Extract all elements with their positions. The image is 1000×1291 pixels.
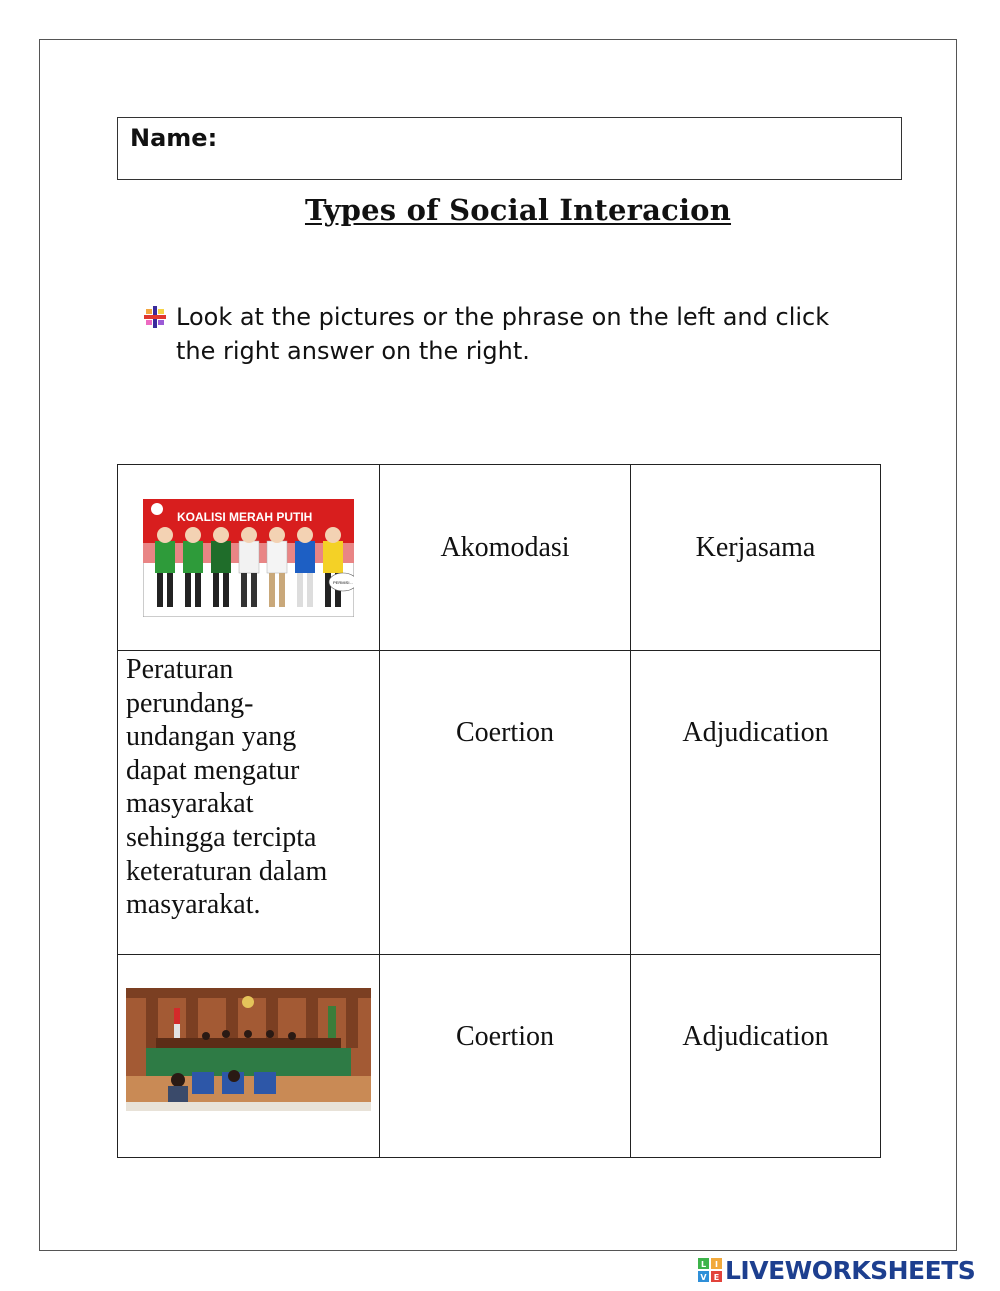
koalisi-caption: KOALISI MERAH PUTIH xyxy=(177,510,313,524)
prompt-cell xyxy=(118,651,380,955)
quiz-table xyxy=(117,464,881,1158)
prompt-line: dapat mengatur xyxy=(126,754,300,786)
prompt-cell xyxy=(118,465,380,651)
name-label: Name: xyxy=(130,124,218,152)
courtroom-image xyxy=(126,988,371,1111)
answer-option[interactable] xyxy=(631,955,881,1158)
svg-text:I: I xyxy=(715,1260,718,1269)
answer-option[interactable] xyxy=(631,465,881,651)
table-row xyxy=(118,465,881,651)
answer-option-label: Coertion xyxy=(456,1021,554,1052)
answer-option[interactable] xyxy=(380,651,631,955)
liveworksheets-brand xyxy=(698,1255,975,1285)
worksheet-title: Types of Social Interacion xyxy=(304,193,732,227)
four-point-star-bullet-icon xyxy=(144,306,166,328)
prompt-text xyxy=(118,651,379,922)
answer-option-label: Akomodasi xyxy=(440,532,570,563)
prompt-line: Peraturan xyxy=(126,654,234,685)
brand-text: LIVEWORKSHEETS xyxy=(725,1255,976,1285)
table-row xyxy=(118,955,881,1158)
answer-option[interactable] xyxy=(380,955,631,1158)
instruction-text: Look at the pictures or the phrase on the left and click the right answer on the right. xyxy=(176,303,830,365)
prompt-line: sehingga tercipta xyxy=(126,821,317,853)
prompt-cell xyxy=(118,955,380,1158)
name-field[interactable] xyxy=(117,117,902,180)
answer-option-label: Coertion xyxy=(456,717,554,748)
answer-option-label: Adjudication xyxy=(682,717,829,748)
prompt-line: masyarakat xyxy=(126,788,254,820)
svg-text:L: L xyxy=(700,1260,707,1269)
koalisi-merah-putih-image xyxy=(143,499,354,617)
liveworksheets-logo-icon xyxy=(698,1258,722,1282)
prompt-line: undangan yang xyxy=(126,721,297,753)
instruction xyxy=(144,300,864,368)
answer-option[interactable] xyxy=(631,651,881,955)
svg-text:V: V xyxy=(700,1273,707,1282)
answer-option-label: Kerjasama xyxy=(695,532,816,563)
prompt-line: perundang- xyxy=(126,687,254,719)
prompt-line: masyarakat. xyxy=(126,889,261,921)
speech-bubble-text: PERMISI... xyxy=(333,580,353,585)
table-row xyxy=(118,651,881,955)
svg-text:E: E xyxy=(713,1273,720,1282)
answer-option-label: Adjudication xyxy=(682,1021,829,1052)
answer-option[interactable] xyxy=(380,465,631,651)
prompt-line: keteraturan dalam xyxy=(126,855,328,887)
